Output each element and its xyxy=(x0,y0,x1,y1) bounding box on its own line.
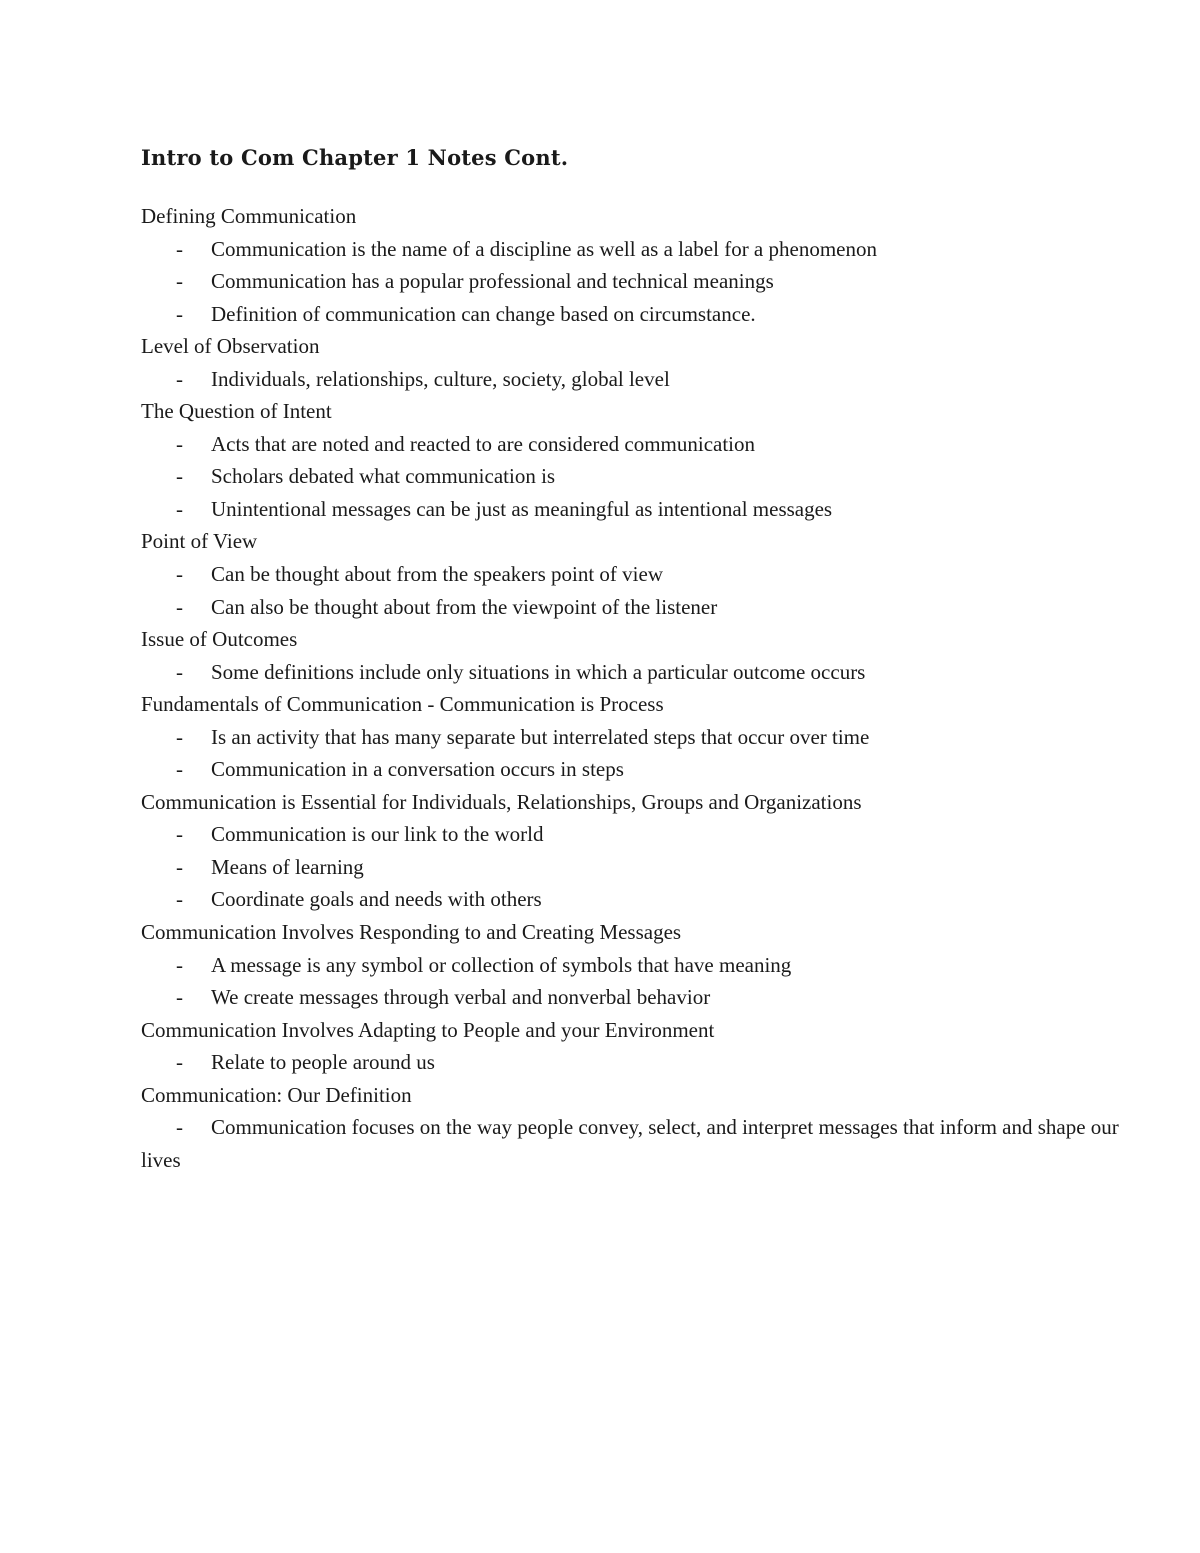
section-heading: Defining Communication xyxy=(141,204,357,228)
bullet-text: Can also be thought about from the viewpoint of the listener xyxy=(211,594,718,619)
section-heading: Point of View xyxy=(141,529,258,554)
section-heading: Communication: Our Definition xyxy=(141,1082,412,1107)
section-heading: Communication Involves Adapting to People and your Environment xyxy=(141,1017,715,1042)
dash-bullet-icon: - xyxy=(176,236,183,261)
bullet-item xyxy=(141,721,1141,754)
section-heading: The Question of Intent xyxy=(141,399,332,424)
bullet-text: Coordinate goals and needs with others xyxy=(211,887,542,912)
dash-bullet-icon: - xyxy=(176,985,183,1010)
bullet-text: Means of learning xyxy=(211,854,364,879)
section-heading: Communication is Essential for Individuals, Relationships, Groups and Organizations xyxy=(141,789,862,814)
dash-bullet-icon: - xyxy=(176,659,183,684)
bullet-text: Can be thought about from the speakers point of view xyxy=(211,562,663,587)
dash-bullet-icon: - xyxy=(176,431,183,456)
bullet-item xyxy=(141,1111,1141,1176)
bullet-item xyxy=(141,656,1141,689)
dash-bullet-icon: - xyxy=(176,724,183,749)
dash-bullet-icon: - xyxy=(176,822,183,847)
bullet-item xyxy=(141,558,1141,591)
bullet-item xyxy=(141,883,1141,916)
bullet-text: Relate to people around us xyxy=(211,1050,435,1075)
dash-bullet-icon: - xyxy=(176,562,183,587)
bullet-item xyxy=(141,818,1141,851)
bullet-text: We create messages through verbal and nonverbal behavior xyxy=(211,985,711,1010)
dash-bullet-icon: - xyxy=(176,952,183,977)
bullet-item xyxy=(141,363,1141,396)
dash-bullet-icon: - xyxy=(176,301,183,326)
section-heading: Fundamentals of Communication - Communication is Process xyxy=(141,692,664,717)
section-heading: Issue of Outcomes xyxy=(141,627,298,652)
bullet-text: Scholars debated what communication is xyxy=(211,464,556,489)
bullet-text: Acts that are noted and reacted to are considered communication xyxy=(211,431,756,456)
bullet-text: Individuals, relationships, culture, society, global level xyxy=(211,366,670,391)
bullet-item xyxy=(141,1046,1141,1079)
bullet-item xyxy=(141,949,1141,982)
document-page xyxy=(141,138,1141,1176)
bullet-item xyxy=(141,591,1141,624)
bullet-list xyxy=(141,1111,1141,1176)
bullet-list xyxy=(141,721,1141,786)
bullet-text: Communication focuses on the way people convey, select, and interpret messages that inform and shape our lives xyxy=(141,1115,1119,1172)
bullet-item xyxy=(141,493,1141,526)
bullet-list xyxy=(141,1046,1141,1079)
bullet-text: Communication is our link to the world xyxy=(211,822,544,847)
bullet-text: A message is any symbol or collection of symbols that have meaning xyxy=(211,952,792,977)
bullet-item xyxy=(141,298,1141,331)
bullet-list xyxy=(141,656,1141,689)
dash-bullet-icon: - xyxy=(176,269,183,294)
bullet-list xyxy=(141,233,1141,331)
bullet-item xyxy=(141,428,1141,461)
bullet-text: Some definitions include only situations in which a particular outcome occurs xyxy=(211,659,866,684)
bullet-list xyxy=(141,949,1141,1014)
bullet-text: Communication is the name of a discipline as well as a label for a phenomenon xyxy=(211,236,877,261)
bullet-text: Definition of communication can change based on circumstance. xyxy=(211,301,756,326)
dash-bullet-icon: - xyxy=(176,366,183,391)
bullet-text: Communication in a conversation occurs in steps xyxy=(211,757,624,782)
bullet-item xyxy=(141,753,1141,786)
bullet-item xyxy=(141,851,1141,884)
section-heading: Communication Involves Responding to and Creating Messages xyxy=(141,920,682,945)
notes-body xyxy=(141,200,1141,1176)
bullet-item xyxy=(141,233,1141,266)
dash-bullet-icon: - xyxy=(176,757,183,782)
bullet-list xyxy=(141,428,1141,526)
dash-bullet-icon: - xyxy=(176,464,183,489)
dash-bullet-icon: - xyxy=(176,887,183,912)
bullet-text: Communication has a popular professional and technical meanings xyxy=(211,269,774,294)
bullet-item xyxy=(141,265,1141,298)
bullet-list xyxy=(141,818,1141,916)
dash-bullet-icon: - xyxy=(176,496,183,521)
bullet-item xyxy=(141,460,1141,493)
bullet-text: Is an activity that has many separate but interrelated steps that occur over time xyxy=(211,724,870,749)
bullet-item xyxy=(141,981,1141,1014)
dash-bullet-icon: - xyxy=(176,1050,183,1075)
document-title: Intro to Com Chapter 1 Notes Cont. xyxy=(141,145,569,170)
dash-bullet-icon: - xyxy=(176,1115,183,1140)
dash-bullet-icon: - xyxy=(176,594,183,619)
bullet-text: Unintentional messages can be just as meaningful as intentional messages xyxy=(211,496,833,521)
section-heading: Level of Observation xyxy=(141,334,320,359)
bullet-list xyxy=(141,558,1141,623)
dash-bullet-icon: - xyxy=(176,854,183,879)
bullet-list xyxy=(141,363,1141,396)
